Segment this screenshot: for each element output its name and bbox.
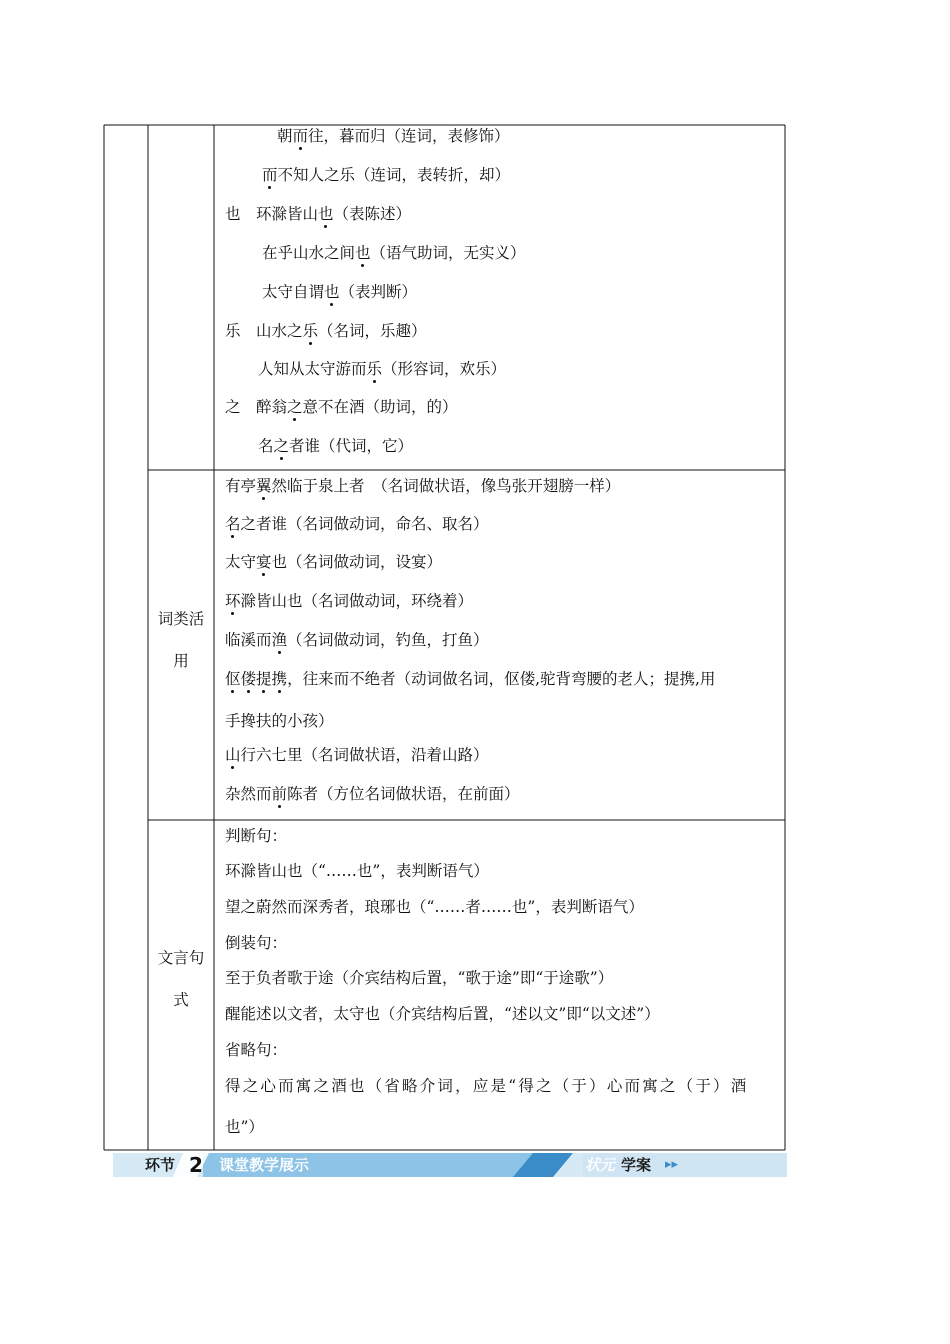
- emphasis-mark-text: [225, 592, 241, 610]
- row-text-post: 往，暮而归（连词，表修饰）: [308, 127, 510, 145]
- row-text-pre: 太守: [225, 553, 257, 571]
- emphasis-mark-text: [225, 670, 287, 688]
- row-text-post: 之者谁（名词做动词，命名、取名）: [240, 515, 489, 533]
- sentence-label-line1: 文言句: [157, 949, 205, 967]
- emphasis-dot-char: 之: [287, 398, 303, 416]
- vocab-row: [258, 359, 506, 379]
- banner-background: [113, 1153, 787, 1177]
- emphasis-dot-char: 偻: [240, 670, 257, 688]
- word-class-row: [225, 476, 620, 496]
- emphasis-dot-char: 而: [292, 127, 309, 145]
- row-text-pre: 至于负者歌于途（介宾结构后置，“歌于途”即“于途歌”）: [225, 969, 614, 987]
- sentence-row: [225, 861, 489, 881]
- emphasis-mark-text: [256, 553, 272, 571]
- emphasis-mark-text: [272, 631, 288, 649]
- row-text-pre: 朝: [277, 127, 293, 145]
- row-text-post: 也（名词做动词，设宴）: [271, 553, 443, 571]
- sentence-row: [225, 1004, 660, 1024]
- emphasis-dot-char: 翼: [256, 477, 272, 495]
- emphasis-dot-char: 名: [225, 515, 241, 533]
- vocab-row: [262, 282, 417, 302]
- emphasis-mark-text: [324, 283, 340, 301]
- emphasis-dot-char: 之: [273, 437, 290, 455]
- emphasis-dot-char: 伛: [225, 670, 241, 688]
- row-text-pre: 环滁皆山也（“……也”，表判断语气）: [225, 862, 489, 880]
- emphasis-dot-char: 携: [271, 670, 288, 688]
- word-class-row: [225, 514, 489, 534]
- sentence-row: [225, 1040, 287, 1060]
- row-text-post: 滁皆山也（名词做动词，环绕着）: [240, 592, 474, 610]
- emphasis-mark-text: [303, 322, 319, 340]
- row-text-post: 行六七里（名词做状语，沿着山路）: [240, 746, 489, 764]
- banner-arrow-icon: ▸▸: [665, 1157, 679, 1172]
- word-class-row: [225, 711, 334, 731]
- word-class-row: [225, 784, 520, 804]
- emphasis-dot-char: 环: [225, 592, 241, 610]
- row-text-pre: 之 醉翁: [225, 398, 288, 416]
- emphasis-dot-char: 宴: [256, 553, 272, 571]
- emphasis-dot-char: 也: [318, 205, 334, 223]
- vocab-row: [262, 165, 510, 185]
- emphasis-mark-text: [272, 785, 288, 803]
- row-text-post: 陈者（方位名词做状语，在前面）: [287, 785, 520, 803]
- vocab-row: [262, 243, 526, 263]
- emphasis-mark-text: [262, 166, 278, 184]
- row-text-pre: 也 环滁皆山: [225, 205, 319, 223]
- row-text-pre: 也”）: [225, 1118, 264, 1136]
- banner-title: 课堂教学展示: [219, 1156, 310, 1174]
- word-class-label-line2: 用: [173, 652, 189, 670]
- row-text-post: 者谁（代词，它）: [289, 437, 414, 455]
- sentence-row: [225, 1117, 264, 1137]
- emphasis-dot-char: 也: [324, 283, 340, 301]
- row-text-post: 意不在酒（助词，的）: [302, 398, 458, 416]
- emphasis-dot-char: 前: [271, 785, 288, 803]
- row-text-post: ，往来而不绝者（动词做名词，伛偻,驼背弯腰的老人；提携,用: [287, 670, 716, 688]
- row-text-pre: 望之蔚然而深秀者，琅琊也（“……者……也”，表判断语气）: [225, 898, 644, 916]
- row-text-pre: 名: [258, 437, 274, 455]
- emphasis-dot-char: 渔: [271, 631, 288, 649]
- row-text-pre: 醒能述以文者，太守也（介宾结构后置，“述以文”即“以文述”）: [225, 1005, 660, 1023]
- row-text-pre: 手搀扶的小孩）: [225, 712, 334, 730]
- row-text-pre: 人知从太守游而: [258, 360, 367, 378]
- word-class-row: [225, 630, 489, 650]
- row-text-pre: 得之心而寓之酒也（省略介词，应是“得之（于）心而寓之（于）酒: [225, 1077, 749, 1095]
- row-text-pre: 判断句：: [225, 827, 288, 845]
- sentence-row: [225, 933, 287, 953]
- emphasis-mark-text: [367, 360, 383, 378]
- vocab-row: [225, 204, 411, 224]
- vocab-row: [277, 126, 510, 146]
- sentence-row: [225, 968, 613, 988]
- emphasis-mark-text: [256, 477, 272, 495]
- emphasis-mark-text: [225, 515, 241, 533]
- row-text-post: 不知人之乐（连词，表转折，却）: [277, 166, 511, 184]
- banner-brand-a: 状元: [585, 1156, 616, 1174]
- row-text-pre: 太守自谓: [262, 283, 325, 301]
- row-text-post: （表判断）: [339, 283, 418, 301]
- emphasis-mark-text: [355, 244, 371, 262]
- row-text-post: （表陈述）: [333, 205, 412, 223]
- emphasis-mark-text: [225, 746, 241, 764]
- emphasis-dot-char: 乐: [302, 322, 319, 340]
- row-text-post: 然临于泉上者 （名词做状语，像鸟张开翅膀一样）: [271, 477, 621, 495]
- emphasis-dot-char: 山: [225, 746, 241, 764]
- emphasis-dot-char: 而: [262, 166, 278, 184]
- word-class-label-line1: 词类活: [157, 610, 205, 628]
- vocab-row: [225, 321, 427, 341]
- banner-section-word: 环节: [145, 1156, 176, 1174]
- row-text-pre: 杂然而: [225, 785, 272, 803]
- vocab-row: [258, 436, 413, 456]
- row-text-pre: 省略句：: [225, 1041, 288, 1059]
- emphasis-dot-char: 乐: [366, 360, 383, 378]
- row-text-pre: 乐 山水之: [225, 322, 303, 340]
- row-text-post: （名词，乐趣）: [318, 322, 427, 340]
- emphasis-mark-text: [274, 437, 290, 455]
- row-text-post: （名词做动词，钓鱼，打鱼）: [287, 631, 489, 649]
- section-banner: [113, 1153, 787, 1177]
- sentence-row: [225, 1076, 748, 1096]
- emphasis-dot-char: 也: [355, 244, 371, 262]
- banner-number: 2: [189, 1153, 203, 1177]
- row-text-post: （形容词，欢乐）: [382, 360, 507, 378]
- word-class-row: [225, 552, 442, 572]
- row-text-pre: 临溪而: [225, 631, 272, 649]
- sentence-row: [225, 897, 644, 917]
- emphasis-mark-text: [318, 205, 334, 223]
- emphasis-mark-text: [293, 127, 309, 145]
- banner-brand-b: 学案: [621, 1156, 652, 1174]
- sentence-row: [225, 826, 287, 846]
- row-text-pre: 有亭: [225, 477, 257, 495]
- row-text-pre: 在乎山水之间: [262, 244, 356, 262]
- row-text-post: （语气助词，无实义）: [370, 244, 526, 262]
- word-class-row: [225, 745, 489, 765]
- sentence-label-line2: 式: [173, 991, 189, 1009]
- word-class-row: [225, 669, 715, 689]
- emphasis-mark-text: [287, 398, 303, 416]
- row-text-pre: 倒装句：: [225, 934, 288, 952]
- emphasis-dot-char: 提: [256, 670, 272, 688]
- word-class-row: [225, 591, 473, 611]
- vocab-row: [225, 397, 458, 417]
